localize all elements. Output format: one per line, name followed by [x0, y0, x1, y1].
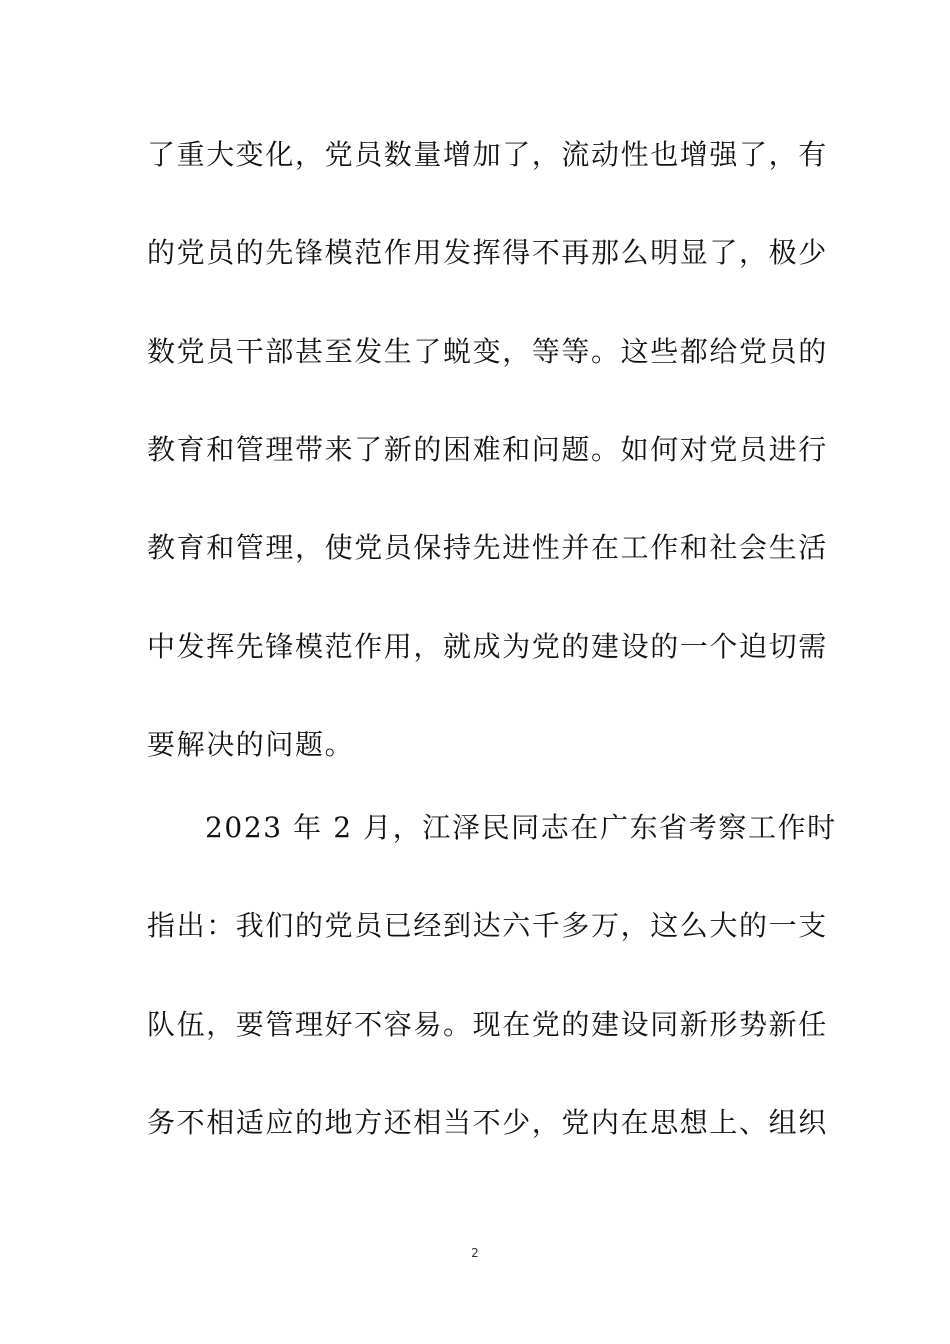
text-line-5: 教育和管理，使党员保持先进性并在工作和社会生活: [147, 531, 828, 564]
text-line-4: 教育和管理带来了新的困难和问题。如何对党员进行: [147, 433, 828, 466]
text-line-7: 要解决的问题。: [147, 728, 355, 761]
text-line-3: 数党员干部甚至发生了蜕变，等等。这些都给党员的: [147, 335, 828, 368]
text-line-1: 了重大变化，党员数量增加了，流动性也增强了，有: [147, 138, 828, 171]
page-number: 2: [471, 1246, 479, 1260]
text-line-9: 指出：我们的党员已经到达六千多万，这么大的一支: [147, 909, 828, 942]
text-line-2: 的党员的先锋模范作用发挥得不再那么明显了，极少: [147, 236, 828, 269]
text-line-11: 务不相适应的地方还相当不少，党内在思想上、组织: [147, 1106, 828, 1139]
text-line-6: 中发挥先锋模范作用，就成为党的建设的一个迫切需: [147, 630, 828, 663]
text-line-8: 2023 年 2 月，江泽民同志在广东省考察工作时: [205, 811, 837, 844]
text-line-10: 队伍，要管理好不容易。现在党的建设同新形势新任: [147, 1008, 828, 1041]
